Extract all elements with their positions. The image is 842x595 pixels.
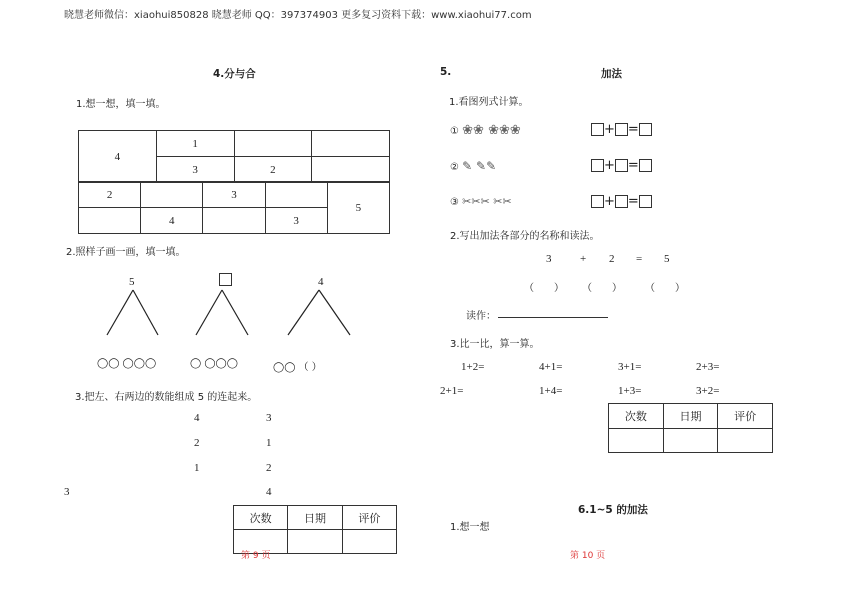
name-blank[interactable]: （ ） (582, 283, 622, 294)
circle-group: ◯◯ ◯◯◯ (97, 358, 157, 369)
section-number: 5. (440, 66, 452, 78)
answer-box[interactable] (615, 123, 628, 136)
answer-box[interactable] (639, 159, 652, 172)
cell (234, 131, 312, 157)
flower-icons: ❀❀ ❀❀❀ (462, 123, 521, 138)
eval-cell[interactable] (342, 530, 396, 554)
cell (203, 208, 265, 234)
question-2: 2.写出加法各部分的名称和读法。 (450, 231, 600, 242)
read-as-line[interactable] (498, 317, 608, 318)
answer-box[interactable] (615, 159, 628, 172)
question-3: 3.比一比，算一算。 (450, 339, 540, 350)
question-1: 1.想一想，填一填。 (76, 99, 166, 110)
cell: 3 (156, 157, 234, 183)
answer-box[interactable] (591, 123, 604, 136)
eval-header: 日期 (288, 506, 342, 530)
calc-item[interactable]: 1+2= (461, 361, 485, 373)
cell: 3 (203, 182, 265, 208)
row-marker: ③ (450, 197, 459, 208)
cell: 2 (234, 157, 312, 183)
circle-group-answer: ◯◯ （ ） (273, 362, 322, 373)
split-table-top (78, 130, 390, 183)
answer-box[interactable] (591, 159, 604, 172)
scissors-icons: ✂✂✂ ✂✂ (462, 195, 512, 208)
left-number[interactable]: 4 (194, 412, 200, 424)
question-2: 2.照样子画一画，填一填。 (66, 247, 186, 258)
equation-blanks-3: + = (591, 194, 652, 209)
picture-row-2 (450, 159, 496, 173)
expr-part: + (580, 253, 587, 265)
calc-item[interactable]: 1+3= (618, 385, 642, 397)
equation-blanks-1: + = (591, 122, 652, 137)
cell: 3 (265, 208, 327, 234)
stray-number: 3 (64, 486, 70, 498)
answer-box[interactable] (591, 195, 604, 208)
cell (312, 157, 390, 183)
eval-header: 评价 (342, 506, 396, 530)
name-blank[interactable]: （ ） (645, 283, 685, 294)
page-header: 晓慧老师微信：xiaohui850828 晓慧老师 QQ：397374903 更多复习资料下载：www.xiaohui77.com (64, 10, 532, 21)
expr-part: 3 (546, 253, 552, 265)
row-marker: ② (450, 162, 459, 173)
cell (265, 182, 327, 208)
eval-header: 次数 (609, 404, 664, 429)
page-number-left: 第 9 页 (241, 551, 271, 561)
expr-part: = (636, 253, 643, 265)
eval-header: 次数 (234, 506, 288, 530)
cell-big: 4 (79, 131, 157, 183)
cell (312, 131, 390, 157)
cell: 1 (156, 131, 234, 157)
row-marker: ① (450, 126, 459, 137)
picture-row-1 (450, 123, 521, 138)
pencil-icons: ✎ ✎✎ (462, 159, 497, 173)
calc-item[interactable]: 3+2= (696, 385, 720, 397)
name-blank[interactable]: （ ） (524, 283, 564, 294)
picture-row-3 (450, 195, 512, 208)
question-3: 3.把左、右两边的数能组成 5 的连起来。 (75, 392, 258, 403)
cell (141, 182, 203, 208)
section-6-question-1: 1.想一想 (450, 522, 490, 533)
read-as-label: 读作： (466, 311, 496, 322)
cell: 2 (79, 182, 141, 208)
left-number[interactable]: 1 (194, 462, 200, 474)
split-table-bottom (78, 181, 390, 234)
right-number[interactable]: 4 (266, 486, 272, 498)
answer-box[interactable] (639, 195, 652, 208)
right-number[interactable]: 2 (266, 462, 272, 474)
eval-cell[interactable] (609, 429, 664, 453)
left-number[interactable]: 2 (194, 437, 200, 449)
calc-item[interactable]: 3+1= (618, 361, 642, 373)
calc-item[interactable]: 1+4= (539, 385, 563, 397)
eval-header: 日期 (663, 404, 718, 429)
answer-box[interactable] (615, 195, 628, 208)
right-number[interactable]: 1 (266, 437, 272, 449)
eval-cell[interactable] (288, 530, 342, 554)
eval-cell[interactable] (663, 429, 718, 453)
section-title-jia-fa: 加法 (601, 68, 622, 80)
expr-part: 5 (664, 253, 670, 265)
evaluation-table-left (233, 505, 397, 554)
calc-item[interactable]: 4+1= (539, 361, 563, 373)
circle-group: ◯ ◯◯◯ (190, 358, 238, 369)
expr-part: 2 (609, 253, 615, 265)
evaluation-table-right (608, 403, 773, 453)
eval-cell[interactable] (718, 429, 773, 453)
cell-last: 5 (327, 182, 389, 234)
answer-box[interactable] (639, 123, 652, 136)
question-1: 1.看图列式计算。 (449, 97, 529, 108)
tree-top-number: 5 (129, 276, 135, 288)
cell (79, 208, 141, 234)
cell: 4 (141, 208, 203, 234)
page-number-right: 第 10 页 (570, 551, 606, 561)
section-title-6: 6.1~5 的加法 (578, 504, 648, 516)
eval-header: 评价 (718, 404, 773, 429)
calc-item[interactable]: 2+3= (696, 361, 720, 373)
section-title-fen-yu-he: 4.分与合 (213, 68, 256, 80)
right-number[interactable]: 3 (266, 412, 272, 424)
calc-item[interactable]: 2+1= (440, 385, 464, 397)
split-trees-svg (100, 285, 370, 340)
equation-blanks-2: + = (591, 158, 652, 173)
tree-top-number: 4 (318, 276, 324, 288)
